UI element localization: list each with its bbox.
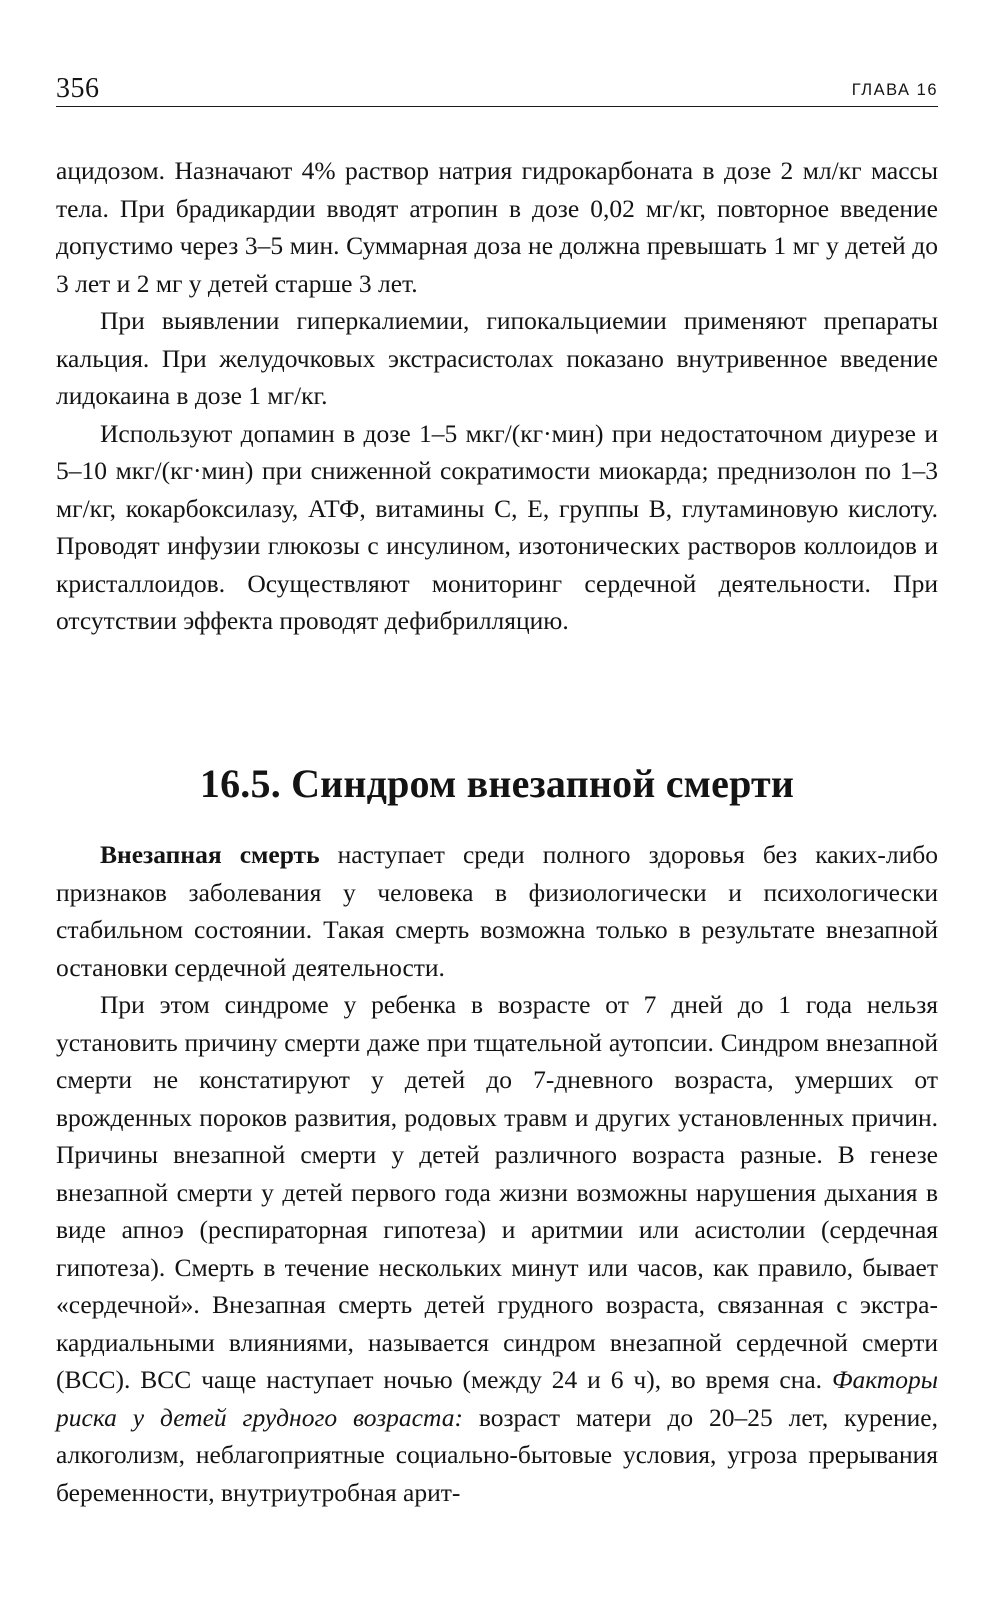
text-block-bottom xyxy=(56,836,938,1511)
paragraph xyxy=(56,986,938,1511)
paragraph-text: возраст матери до 20–25 лет, курение, алкоголизм, неблагоприятные социально-бытовые условия, угроза прерывания беременности, внутриутробная арит- xyxy=(56,1402,939,1507)
section-title: 16.5. Синдром внезапной смерти xyxy=(199,761,795,806)
page-number: 356 xyxy=(56,73,100,104)
italic-phrase: Факторы риска у детей грудного возраста: xyxy=(56,1365,938,1432)
paragraph-text: наступает среди полного здоровья без каких-либо признаков заболевания у человека в физиологически и психологически стабильном состоянии. Такая смерть возможна только в результате внезапной остановки сердечной деятельности. xyxy=(56,840,938,982)
paragraph xyxy=(56,836,938,986)
term-bold: Внезапная смерть xyxy=(100,840,320,869)
chapter-label: ГЛАВА 16 xyxy=(851,81,938,99)
paragraph-text: При этом синдроме у ребенка в возрасте от 7 дней до 1 года нельзя установить причину смерти даже при тщательной аутопсии. Синдром внезапной смерти не констатируют у детей до 7-дневного возраста, умерших от врожденных пороков развития, родовых травм и других установленных причин. Причины внезапной смерти у детей различного возраста разные. В генезе внезапной смерти у детей первого года жизни возможны нарушения дыхания в виде апноэ (респираторная гипотеза) и аритмии или асистолии (сердечная гипотеза). Смерть в течение нескольких минут или часов, как правило, бывает «сердечной». Внезапная смерть детей грудного возраста, связанная с экстракардиальными влияниями, называется синдром внезапной сердечной смерти (ВСС). ВСС чаще наступает ночью (между 24 и 6 ч), во время сна. xyxy=(56,990,938,1394)
text-block-top xyxy=(56,152,938,640)
paragraph: Используют допамин в дозе 1–5 мкг/(кг·мин) при недостаточном диурезе и 5–10 мкг/(кг·мин) при сниженной сократимости миокарда; преднизолон по 1–3 мг/кг, кокарбоксилазу, АТФ, витамины С, Е, группы В, глутаминовую кислоту. Проводят инфузии глюкозы с инсулином, изотонических растворов коллоидов и кристаллоидов. Осуществляют мониторинг сердечной деятельности. При отсутствии эффекта проводят дефибрилляцию. xyxy=(56,418,938,635)
paragraph: ацидозом. Назначают 4% раствор натрия гидрокарбоната в дозе 2 мл/кг массы тела. При брадикардии вводят атропин в дозе 0,02 мг/кг, повторное введение допустимо через 3–5 мин. Суммарная доза не должна превышать 1 мг у детей до 3 лет и 2 мг у детей старше 3 лет. xyxy=(56,156,938,298)
paragraph: При выявлении гиперкалиемии, гипокальциемии применяют препараты кальция. При желудочковых экстрасистолах показано внутривенное введение лидокаина в дозе 1 мг/кг. xyxy=(56,306,938,410)
header-rule xyxy=(56,106,938,107)
